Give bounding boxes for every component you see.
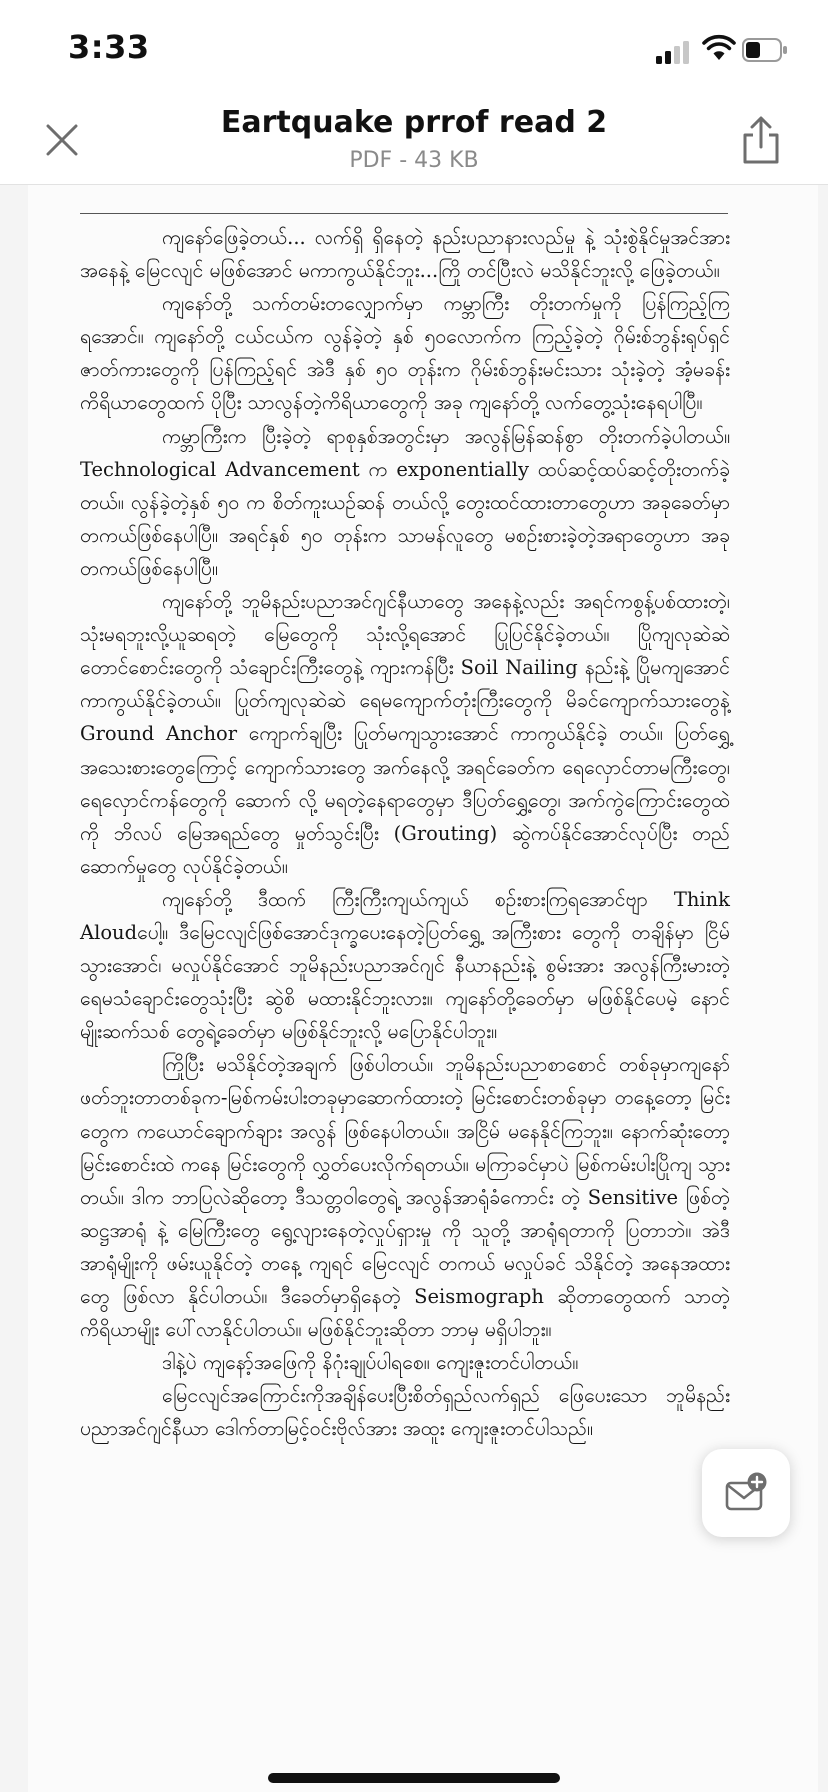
new-message-icon bbox=[724, 1471, 768, 1515]
paragraph: ကမ္ဘာကြီးက ပြီးခဲ့တဲ့ ရာစုနှစ်အတွင်းမှာ အလွန်မြန်ဆန်စွာ တိုးတက်ခဲ့ပါတယ်။ Technological Advancement က exponentially ထပ်ဆင့်ထပ်ဆင့်တိုးတက်ခဲ့တယ်။ လွန်ခဲ့တဲ့နှစ် ၅၀ က စိတ်ကူးယဉ်ဆန် တယ်လို့ တွေးထင်ထားတာတွေဟာ အခုခေတ်မှာ တကယ်ဖြစ်နေပါပြီ။ အရင်နှစ် ၅၀ တုန်းက သာမန်လူတွေ မစဉ်းစားခဲ့တဲ့အရာတွေဟာ အခု တကယ်ဖြစ်နေပါပြီ။ bbox=[80, 424, 730, 580]
wifi-icon bbox=[702, 34, 736, 62]
document-title: Eartquake prrof read 2 bbox=[220, 105, 608, 140]
page-text bbox=[80, 221, 730, 1445]
paragraph: ကျနော်တို့ ဒီထက် ကြီးကြီးကျယ်ကျယ် စဉ်းစားကြရအောင်ဗျာ Think Aloudပေါ့။ ဒီမြေငလျင်ဖြစ်အောင်ဒုက္ခပေးနေတဲ့ပြတ်ရွှေ့ အကြီးစား တွေကို တချိန်မှာ ငြိမ်သွားအောင်၊ မလှုပ်နိုင်အောင် ဘူမိနည်းပညာအင်ဂျင် နီယာနည်းနဲ့ စွမ်းအား အလွန်ကြီးမားတဲ့ ရေမသံချောင်းတွေသုံးပြီး ဆွဲစိ မထားနိုင်ဘူးလား။ ကျနော်တို့ခေတ်မှာ မဖြစ်နိုင်ပေမဲ့ နောင် မျိုးဆက်သစ် တွေရဲ့ခေတ်မှာ မဖြစ်နိုင်ဘူးလို့ မပြောနိုင်ပါဘူး။ bbox=[80, 887, 730, 1044]
new-message-button[interactable] bbox=[702, 1449, 790, 1537]
pdf-viewer[interactable] bbox=[0, 185, 828, 1792]
document-header bbox=[0, 100, 828, 185]
paragraph: ကြိုပြီး မသိနိုင်တဲ့အချက် ဖြစ်ပါတယ်။ ဘူမိနည်းပညာစာစောင် တစ်ခုမှာကျနော်ဖတ်ဘူးတာတစ်ခုက-မြစ်ကမ်းပါးတခုမှာဆောက်ထားတဲ့ မြင်းစောင်းတစ်ခုမှာ တနေ့တော့ မြင်းတွေက ကယောင်ချောက်ချား အလွန် ဖြစ်နေပါတယ်။ အငြိမ် မနေနိုင်ကြဘူး။ နောက်ဆုံးတော့ မြင်းစောင်းထဲ ကနေ မြင်းတွေကို လွှတ်ပေးလိုက်ရတယ်။ မကြာခင်မှာပဲ မြစ်ကမ်းပါးပြိုကျ သွားတယ်။ ဒါက ဘာပြလဲဆိုတော့ ဒီသတ္တဝါတွေရဲ့ အလွန်အာရုံခံကောင်း တဲ့ Sensitive ဖြစ်တဲ့ ဆဋ္ဌအာရုံ နဲ့ မြေကြီးတွေ ရွေ့လျားနေတဲ့လှုပ်ရှားမှု ကို သူတို့ အာရုံရတာကို ပြတာဘဲ။ အဲဒီ အာရုံမျိုးကို ဖမ်းယူနိုင်တဲ့ တနေ့ ကျရင် မြေငလျင် တကယ် မလှုပ်ခင် သိနိုင်တဲ့ အနေအထားတွေ ဖြစ်လာ နိုင်ပါတယ်။ ဒီခေတ်မှာရှိနေတဲ့ Seismograph ဆိုတာတွေထက် သာတဲ့ ကိရိယာမျိုး ပေါ်လာနိုင်ပါတယ်။ မဖြစ်နိုင်ဘူးဆိုတာ ဘာမှ မရှိပါဘူး။ bbox=[80, 1053, 730, 1342]
paragraph: ကျနော်ဖြေခဲ့တယ်... လက်ရှိ ရှိနေတဲ့ နည်းပညာနားလည်မှု နဲ့ သုံးစွဲနိုင်မှုအင်အားအနေနဲ့ မြေငလျင် မဖြစ်အောင် မကာကွယ်နိုင်ဘူး...ကြို တင်ပြီးလဲ မသိနိုင်ဘူးလို့ ဖြေခဲ့တယ်။ bbox=[80, 226, 730, 283]
battery-icon bbox=[742, 38, 788, 62]
status-time: 3:33 bbox=[68, 28, 150, 66]
page-rule bbox=[80, 213, 728, 214]
cellular-signal-icon bbox=[655, 40, 689, 64]
paragraph: ကျနော်တို့ သက်တမ်းတလျှောက်မှာ ကမ္ဘာကြီး တိုးတက်မှုကို ပြန်ကြည့်ကြရအောင်။ ကျနော်တို့ ငယ်ငယ်က လွန်ခဲ့တဲ့ နှစ် ၅၀လောက်က ကြည့်ခဲ့တဲ့ ဂိုမ်းစ်ဘွန်းရုပ်ရှင်ဇာတ်ကားတွေကို ပြန်ကြည့်ရင် အဲဒီ နှစ် ၅၀ တုန်းက ဂိုမ်းစ်ဘွန်းမင်းသား သုံးခဲ့တဲ့ အံ့မခန်း ကိရိယာတွေထက် ပိုပြီး သာလွန်တဲ့ကိရိယာတွေကို အခု ကျနော်တို့ လက်တွေ့သုံးနေရပါပြီ။ bbox=[80, 292, 730, 415]
paragraph: ကျနော်တို့ ဘူမိနည်းပညာအင်ဂျင်နီယာတွေ အနေနဲ့လည်း အရင်ကစွန့်ပစ်ထားတဲ့၊ သုံးမရဘူးလို့ယူဆရတဲ့ မြေတွေကို သုံးလို့ရအောင် ပြုပြင်နိုင်ခဲ့တယ်။ ပြိုကျလုဆဲဆဲ တောင်စောင်းတွေကို သံချောင်းကြီးတွေနဲ့ ကျားကန်ပြီး Soil Nailing နည်းနဲ့ ပြိုမကျအောင်ကာကွယ်နိုင်ခဲ့တယ်။ ပြုတ်ကျလုဆဲဆဲ ရေမကျောက်တုံးကြီးတွေကို မိခင်ကျောက်သားတွေနဲ့ Ground Anchor ကျောက်ချပြီး ပြုတ်မကျသွားအောင် ကာကွယ်နိုင်ခဲ့ တယ်။ ပြတ်ရွှေ့အသေးစားတွေကြောင့် ကျောက်သားတွေ အက်နေလို့ အရင်ခေတ်က ရေလှောင်တာမကြီးတွေ၊ ရေလှောင်ကန်တွေကို ဆောက် လို့ မရတဲ့နေရာတွေမှာ ဒီပြတ်ရွှေ့တွေ၊ အက်ကွဲကြောင်းတွေထဲကို ဘိလပ် မြေအရည်တွေ မှုတ်သွင်းပြီး (Grouting) ဆွဲကပ်နိုင်အောင်လုပ်ပြီး တည် ဆောက်မှုတွေ လုပ်နိုင်ခဲ့တယ်။ bbox=[80, 590, 730, 878]
paragraph: ဒါနဲ့ပဲ ကျနော့်အဖြေကို နိဂုံးချုပ်ပါရစေ။ ကျေးဇူးတင်ပါတယ်။ bbox=[162, 1351, 579, 1375]
paragraph: မြေငလျင်အကြောင်းကိုအချိန်ပေးပြီးစိတ်ရှည်လက်ရှည် ဖြေပေးသော ဘူမိနည်းပညာအင်ဂျင်နီယာ ဒေါက်တာမြင့်ဝင်းဗိုလ်အား အထူး ကျေးဇူးတင်ပါသည်။ bbox=[80, 1384, 730, 1441]
status-bar bbox=[0, 0, 828, 100]
home-indicator bbox=[268, 1773, 560, 1783]
pdf-page bbox=[28, 185, 818, 1792]
share-icon[interactable] bbox=[740, 115, 782, 165]
document-subtitle: PDF - 43 KB bbox=[349, 148, 479, 173]
